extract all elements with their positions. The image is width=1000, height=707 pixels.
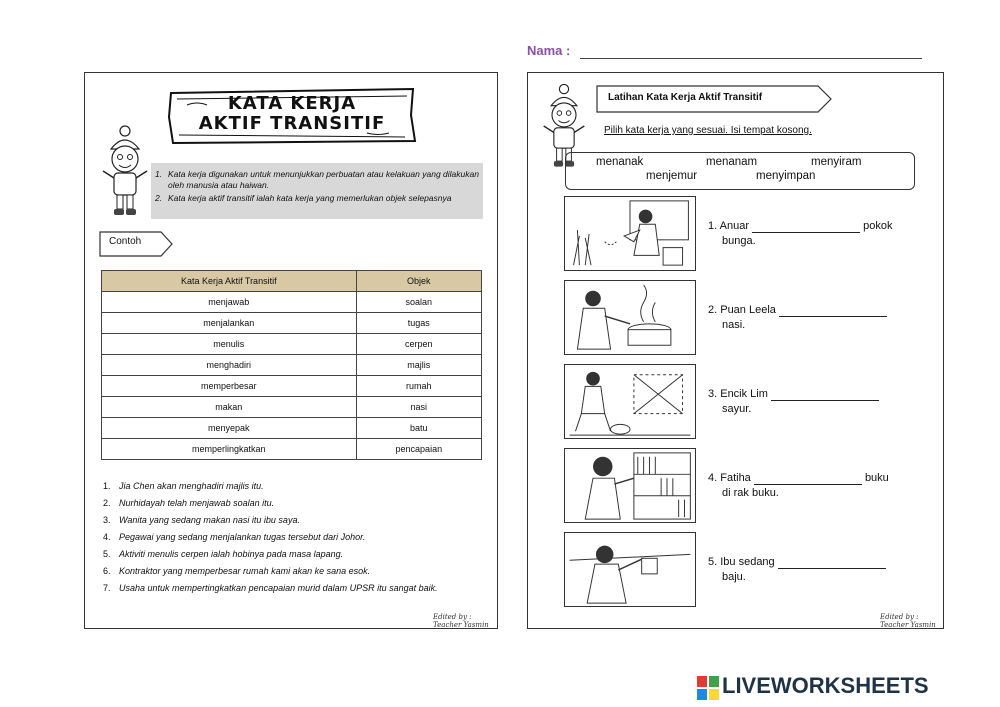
table-cell: nasi [356, 397, 481, 418]
word-bank-item: menanam [706, 156, 758, 168]
answer-input-1[interactable] [752, 221, 860, 233]
word-bank-item: menyimpan [756, 170, 816, 182]
table-cell: memperbesar [102, 376, 357, 397]
table-cell: majlis [356, 355, 481, 376]
word-bank-item: menyiram [811, 156, 862, 168]
table-row [102, 292, 482, 313]
table-cell: memperlingkatkan [102, 439, 357, 460]
table-cell: menjawab [102, 292, 357, 313]
word-bank-box [565, 152, 915, 190]
nama-input[interactable] [582, 42, 924, 59]
contoh-label: Contoh [109, 236, 142, 247]
signature: Edited by : Teacher Yasmin [880, 613, 936, 629]
table-cell: rumah [356, 376, 481, 397]
question-1: 1. Anuar pokok bunga. [708, 220, 893, 247]
answer-input-5[interactable] [778, 557, 886, 569]
storing-books-illustration [564, 448, 696, 523]
banner-title-line2: AKTIF TRANSITIF [198, 113, 386, 134]
cooking-rice-illustration [564, 280, 696, 355]
table-row [102, 355, 482, 376]
question-2: 2. Puan Leela nasi. [708, 303, 887, 333]
example-table [101, 270, 482, 460]
word-bank-item: menanak [596, 156, 644, 168]
banner-title-line1: KATA KERJA [227, 93, 357, 114]
watering-plants-illustration [564, 196, 696, 271]
table-row [102, 313, 482, 334]
table-row [102, 334, 482, 355]
nama-label: Nama : [527, 43, 571, 58]
answer-input-3[interactable] [771, 389, 879, 401]
answer-input-4[interactable] [754, 473, 862, 485]
table-row [102, 439, 482, 460]
question-3: 3. Encik Lim sayur. [708, 387, 879, 417]
table-cell: cerpen [356, 334, 481, 355]
table-cell: menyepak [102, 418, 357, 439]
table-header-row [102, 271, 482, 292]
left-worksheet-page: KATA KERJA AKTIF TRANSITIF 1. Kata kerja digunakan untuk menunjukkan perbuatan atau kelakuan yang dilakukan oleh manusia atau haiwan. 2. Kata kerja aktif transitif ialah kata kerja yang memerlukan objek selepasnya Contoh Kata Kerja Aktif Transitif Objek menjawab soalan menjalankan tugas menulis cerpen menghadiri majlis memperbesar rumah makan nasi menyepak batu memperlingkatkan pencapaian 1. Jia Chen akan menghadiri majlis itu. 2. Nurhidayah telah menjawab soalan itu. 3. Wanita yang sedang makan nasi itu ibu saya. 4. Pegawai yang sedang menjalankan tugas tersebut dari Johor. 5. Aktiviti menulis cerpen ialah hobinya pada masa lapang. 6. Kontraktor yang memperbesar rumah kami akan ke sana esok. 7. Usaha untuk mempertingkatkan pencapaian murid dalam UPSR itu sangat baik. Edited by : Teacher Yasmin [84, 72, 498, 629]
table-header-cell: Kata Kerja Aktif Transitif [102, 271, 357, 292]
table-header-cell: Objek [356, 271, 481, 292]
table-cell: makan [102, 397, 357, 418]
table-cell: menghadiri [102, 355, 357, 376]
signature: Edited by : Teacher Yasmin [433, 613, 489, 629]
answer-input-2[interactable] [779, 305, 887, 317]
table-cell: menjalankan [102, 313, 357, 334]
table-cell: pencapaian [356, 439, 481, 460]
table-row [102, 418, 482, 439]
word-bank-item: menjemur [646, 170, 698, 182]
table-row [102, 376, 482, 397]
instruction-text: Pilih kata kerja yang sesuai. Isi tempat kosong. [604, 125, 812, 136]
question-4: 4. Fatiha buku di rak buku. [708, 472, 889, 499]
table-cell: tugas [356, 313, 481, 334]
table-row [102, 397, 482, 418]
liveworksheets-logo-icon [697, 675, 719, 701]
table-cell: soalan [356, 292, 481, 313]
hanging-clothes-illustration [564, 532, 696, 607]
mascot-boy-illustration [99, 123, 151, 219]
latihan-title: Latihan Kata Kerja Aktif Transitif [608, 92, 763, 103]
right-worksheet-page [527, 72, 944, 629]
table-cell: menulis [102, 334, 357, 355]
question-5: 5. Ibu sedang baju. [708, 555, 886, 585]
liveworksheets-logo-text: LIVEWORKSHEETS [722, 673, 929, 698]
planting-vegetables-illustration [564, 364, 696, 439]
table-cell: batu [356, 418, 481, 439]
